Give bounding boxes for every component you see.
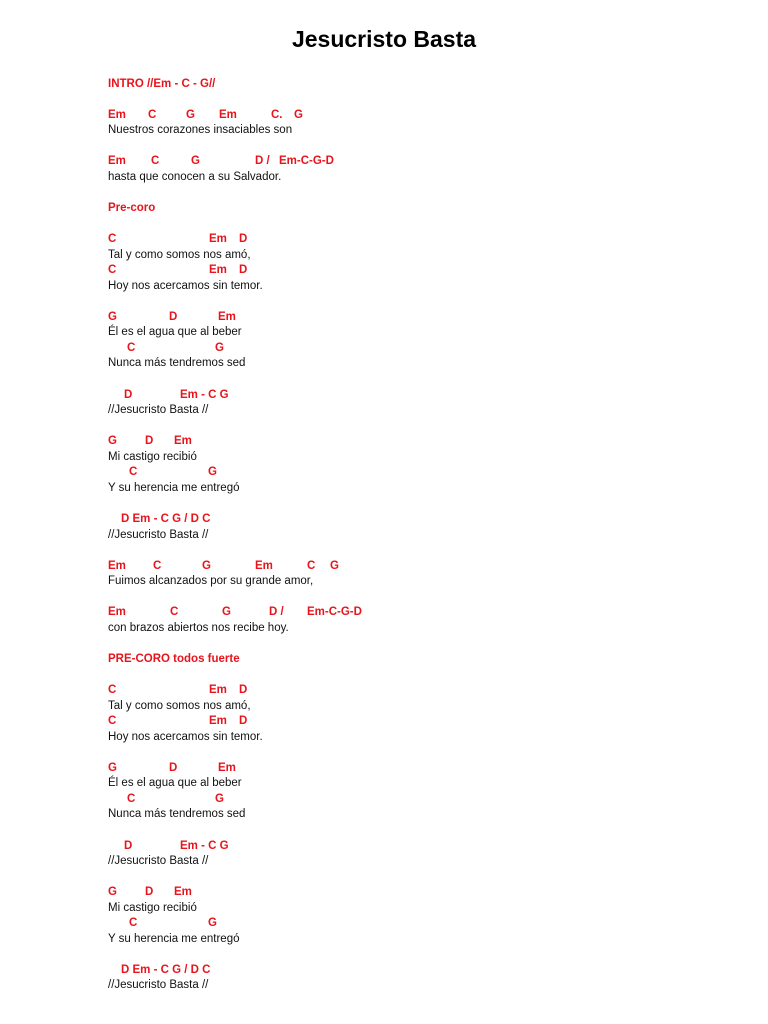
chord: Em [108, 606, 126, 619]
chord: G [108, 435, 117, 448]
chord: Em [218, 761, 236, 774]
chord: Em [209, 264, 227, 277]
chord: Em [255, 559, 273, 572]
chord: G [186, 108, 195, 121]
chord: Em - C G [180, 388, 229, 401]
lyric-line: //Jesucristo Basta // [108, 979, 209, 992]
lyric-line: Hoy nos acercamos sin temor. [108, 279, 263, 292]
chord: Em [174, 435, 192, 448]
lyric-line: Tal y como somos nos amó, [108, 248, 251, 261]
lyric-line: Fuimos alcanzados por su grande amor, [108, 575, 314, 588]
chord: G [108, 310, 117, 323]
chord: Em [108, 559, 126, 572]
chord: Em [209, 684, 227, 696]
chord: Em-C-G-D [279, 155, 334, 168]
chord: D [145, 435, 154, 448]
chord: Em [219, 108, 237, 121]
chord: D / [269, 606, 284, 619]
chord: Em [108, 155, 126, 168]
chord: C [108, 264, 117, 277]
chord: D [145, 886, 154, 899]
chord: Em [218, 310, 236, 323]
lyric-line: Él es el agua que al beber [108, 777, 242, 790]
lyric-line: Mi castigo recibió [108, 450, 197, 463]
section-heading: INTRO //Em - C - G// [108, 77, 216, 90]
chord: Em-C-G-D [307, 606, 362, 619]
chord: D Em - C G / D C [121, 512, 211, 525]
chord: C. [271, 108, 283, 121]
lyric-line: con brazos abiertos nos recibe hoy. [108, 621, 289, 634]
lyric-line: Mi castigo recibió [108, 901, 197, 914]
chord: D [239, 684, 248, 696]
lyric-line: Hoy nos acercamos sin temor. [108, 730, 263, 743]
chord: D / [255, 155, 270, 168]
chord: Em [209, 715, 227, 728]
chord: C [108, 684, 117, 696]
chord: C [307, 559, 316, 572]
chord: C [129, 466, 138, 479]
chord: C [170, 606, 179, 619]
chord: G [108, 761, 117, 774]
chord: G [191, 155, 200, 168]
chord: C [127, 792, 136, 805]
chord: G [215, 792, 224, 805]
chord: G [294, 108, 303, 121]
chord: D [169, 761, 178, 774]
chord: G [108, 886, 117, 899]
chord: G [208, 917, 217, 930]
lyric-line: Y su herencia me entregó [108, 932, 240, 945]
chord: Em [209, 233, 227, 245]
chord: G [202, 559, 211, 572]
lyric-line: //Jesucristo Basta // [108, 404, 209, 417]
chord: C [151, 155, 160, 168]
lyric-line: Nuestros corazones insaciables son [108, 124, 293, 137]
chord: D [124, 388, 133, 401]
chord: G [208, 466, 217, 479]
lyric-line: Y su herencia me entregó [108, 481, 240, 494]
chord: G [330, 559, 339, 572]
chord: C [108, 715, 117, 728]
lyric-line: Nunca más tendremos sed [108, 808, 246, 821]
lyric-line: Tal y como somos nos amó, [108, 699, 251, 712]
section-heading: Pre-coro [108, 201, 156, 214]
chord: D [239, 715, 248, 728]
lyric-line: //Jesucristo Basta // [108, 528, 209, 541]
chord: C [153, 559, 162, 572]
song-title: Jesucristo Basta [291, 26, 477, 52]
chord: D [239, 233, 248, 245]
chord: C [148, 108, 157, 121]
lyric-line: Él es el agua que al beber [108, 326, 242, 339]
chord: Em - C G [180, 839, 229, 852]
chord: D [239, 264, 248, 277]
chord: D [169, 310, 178, 323]
lyric-line: Nunca más tendremos sed [108, 357, 246, 370]
chord: G [215, 341, 224, 354]
chord: C [108, 233, 117, 245]
section-heading: PRE-CORO todos fuerte [108, 652, 240, 665]
chord: C [129, 917, 138, 930]
chord: Em [108, 108, 126, 121]
lyric-line: //Jesucristo Basta // [108, 855, 209, 867]
chord: C [127, 341, 136, 354]
chord: D [124, 839, 133, 852]
chord: Em [174, 886, 192, 899]
chord: D Em - C G / D C [121, 963, 211, 976]
lyric-line: hasta que conocen a su Salvador. [108, 170, 282, 183]
chord: G [222, 606, 231, 619]
